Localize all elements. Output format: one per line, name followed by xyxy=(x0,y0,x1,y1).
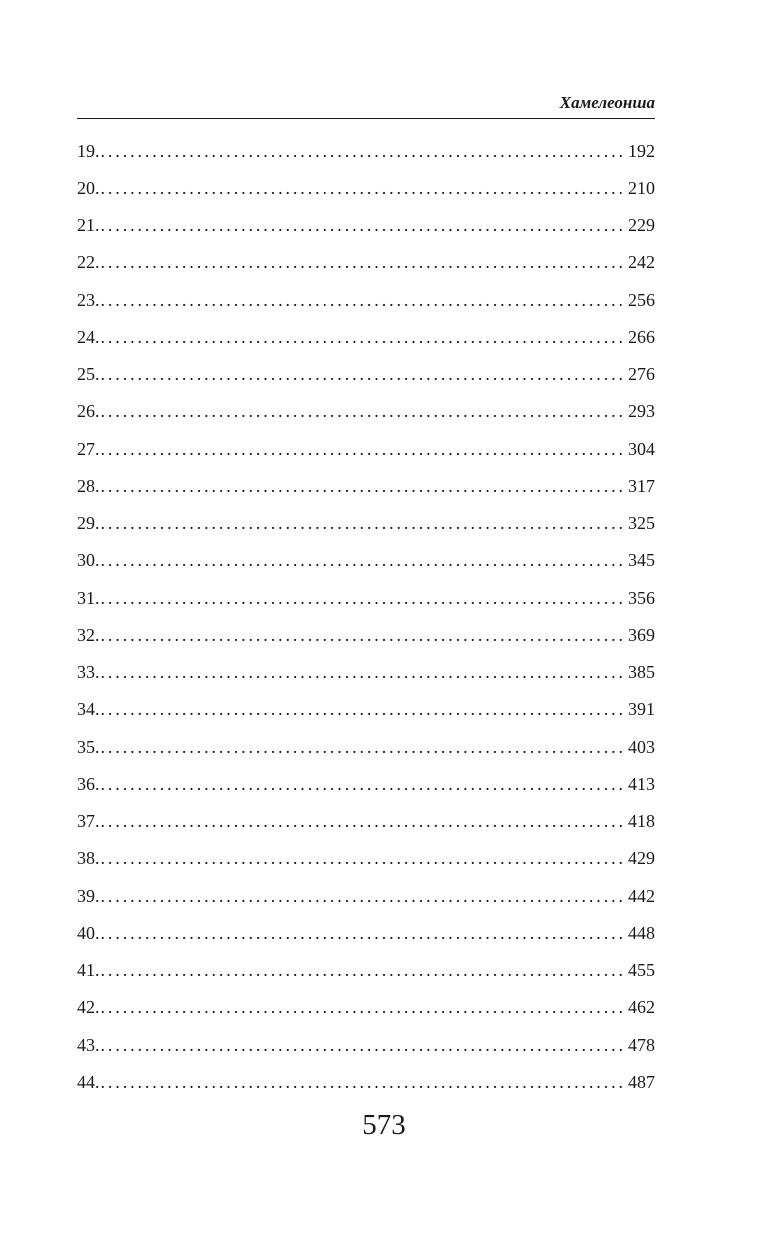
page-reference: 276 xyxy=(628,364,655,385)
page-reference: 242 xyxy=(628,252,655,273)
page-reference: 356 xyxy=(628,587,655,608)
dot-leader xyxy=(101,177,628,199)
dot-leader xyxy=(101,773,628,795)
page-reference: 455 xyxy=(628,960,655,981)
dot-leader xyxy=(101,885,628,907)
page-reference: 478 xyxy=(628,1034,655,1055)
dot-leader xyxy=(101,661,628,683)
chapter-number: 22. xyxy=(77,252,100,273)
dot-leader xyxy=(101,736,628,758)
dot-leader xyxy=(101,996,628,1018)
chapter-number: 21. xyxy=(77,215,100,236)
dot-leader xyxy=(101,810,628,832)
dot-leader xyxy=(101,400,628,422)
chapter-number: 30. xyxy=(77,550,100,571)
dot-leader xyxy=(101,624,628,646)
toc-entry xyxy=(77,691,655,728)
page-reference: 403 xyxy=(628,736,655,757)
chapter-number: 27. xyxy=(77,438,100,459)
chapter-number: 42. xyxy=(77,997,100,1018)
toc-entry xyxy=(77,877,655,914)
page-reference: 256 xyxy=(628,289,655,310)
dot-leader xyxy=(101,959,628,981)
dot-leader xyxy=(101,438,628,460)
toc-entry xyxy=(77,542,655,579)
dot-leader xyxy=(101,512,628,534)
toc-entry xyxy=(77,356,655,393)
chapter-number: 19. xyxy=(77,140,100,161)
toc-entry xyxy=(77,1026,655,1063)
chapter-number: 43. xyxy=(77,1034,100,1055)
toc-entry xyxy=(77,318,655,355)
page-reference: 210 xyxy=(628,177,655,198)
page-reference: 487 xyxy=(628,1071,655,1092)
dot-leader xyxy=(101,140,628,162)
page-reference: 229 xyxy=(628,215,655,236)
chapter-number: 35. xyxy=(77,736,100,757)
chapter-number: 31. xyxy=(77,587,100,608)
page-reference: 442 xyxy=(628,885,655,906)
chapter-number: 20. xyxy=(77,177,100,198)
dot-leader xyxy=(101,587,628,609)
chapter-number: 41. xyxy=(77,960,100,981)
toc-entry xyxy=(77,393,655,430)
toc-entry xyxy=(77,914,655,951)
page-reference: 448 xyxy=(628,922,655,943)
chapter-number: 28. xyxy=(77,475,100,496)
chapter-number: 26. xyxy=(77,401,100,422)
chapter-number: 34. xyxy=(77,699,100,720)
dot-leader xyxy=(101,289,628,311)
chapter-number: 25. xyxy=(77,364,100,385)
toc-entry xyxy=(77,616,655,653)
page-number: 573 xyxy=(362,1109,406,1141)
toc-entry xyxy=(77,207,655,244)
table-of-contents xyxy=(77,132,655,1101)
toc-entry xyxy=(77,579,655,616)
chapter-number: 44. xyxy=(77,1071,100,1092)
chapter-number: 38. xyxy=(77,848,100,869)
page-reference: 369 xyxy=(628,624,655,645)
toc-entry xyxy=(77,654,655,691)
toc-entry xyxy=(77,132,655,169)
chapter-number: 36. xyxy=(77,773,100,794)
toc-entry xyxy=(77,803,655,840)
page-reference: 462 xyxy=(628,997,655,1018)
dot-leader xyxy=(101,475,628,497)
dot-leader xyxy=(101,922,628,944)
toc-entry xyxy=(77,1063,655,1100)
toc-entry xyxy=(77,989,655,1026)
dot-leader xyxy=(101,1071,628,1093)
page-reference: 391 xyxy=(628,699,655,720)
toc-entry xyxy=(77,169,655,206)
toc-entry xyxy=(77,430,655,467)
toc-entry xyxy=(77,505,655,542)
page-reference: 325 xyxy=(628,513,655,534)
page-reference: 429 xyxy=(628,848,655,869)
chapter-number: 32. xyxy=(77,624,100,645)
page-reference: 192 xyxy=(628,140,655,161)
book-title: Хамелеонша xyxy=(559,93,655,112)
chapter-number: 24. xyxy=(77,326,100,347)
toc-entry xyxy=(77,952,655,989)
dot-leader xyxy=(101,363,628,385)
dot-leader xyxy=(101,214,628,236)
dot-leader xyxy=(101,1034,628,1056)
dot-leader xyxy=(101,326,628,348)
dot-leader xyxy=(101,251,628,273)
chapter-number: 29. xyxy=(77,513,100,534)
toc-entry xyxy=(77,467,655,504)
toc-entry xyxy=(77,765,655,802)
page-reference: 418 xyxy=(628,811,655,832)
toc-entry xyxy=(77,281,655,318)
page-reference: 317 xyxy=(628,475,655,496)
page-reference: 304 xyxy=(628,438,655,459)
page-reference: 345 xyxy=(628,550,655,571)
toc-entry xyxy=(77,728,655,765)
chapter-number: 23. xyxy=(77,289,100,310)
page-reference: 293 xyxy=(628,401,655,422)
chapter-number: 39. xyxy=(77,885,100,906)
page-reference: 266 xyxy=(628,326,655,347)
chapter-number: 37. xyxy=(77,811,100,832)
chapter-number: 33. xyxy=(77,662,100,683)
page-reference: 413 xyxy=(628,773,655,794)
dot-leader xyxy=(101,847,628,869)
dot-leader xyxy=(101,549,628,571)
running-head xyxy=(77,90,655,119)
chapter-number: 40. xyxy=(77,922,100,943)
toc-entry xyxy=(77,840,655,877)
page-reference: 385 xyxy=(628,662,655,683)
dot-leader xyxy=(101,698,628,720)
toc-entry xyxy=(77,244,655,281)
